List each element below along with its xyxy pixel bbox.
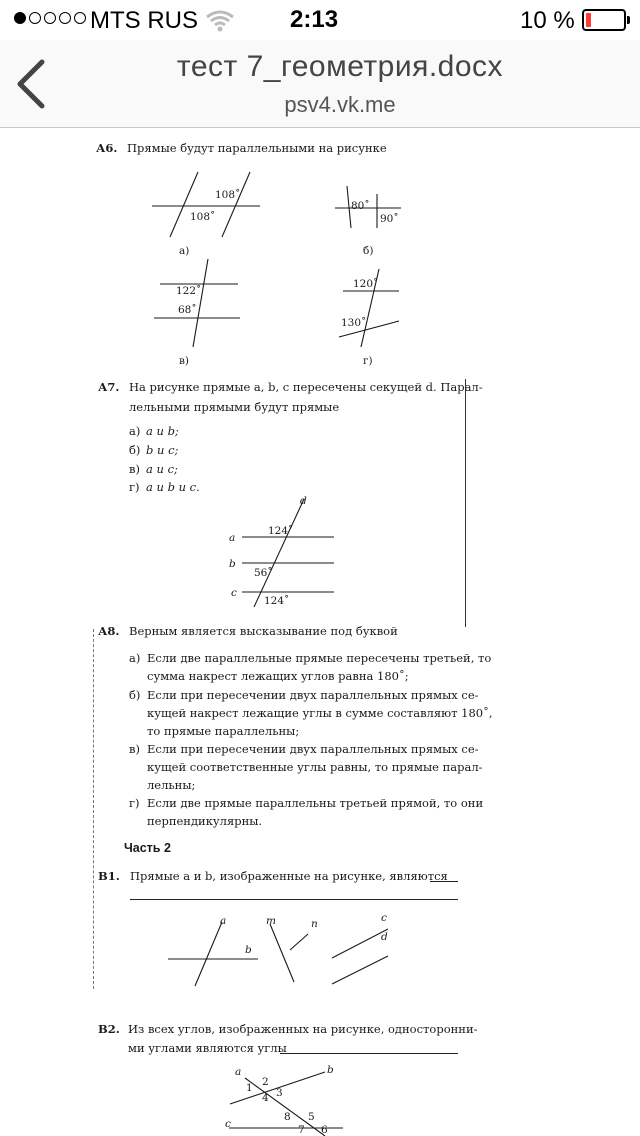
- b1-label-d: d: [381, 931, 388, 943]
- b2-question-line1: Из всех углов, изображенных на рисунке, односторонни-: [128, 1022, 478, 1036]
- a7-number: А7.: [98, 380, 120, 394]
- a8-option-v-letter: в): [129, 742, 140, 756]
- a8-option-b-line2: кущей накрест лежащие углы в сумме составляют 180˚,: [147, 706, 493, 720]
- cut-line: [93, 629, 94, 989]
- a6g-label: г): [363, 355, 373, 367]
- a6b-angle2: 90˚: [380, 213, 399, 225]
- b2-number: В2.: [98, 1022, 120, 1036]
- a7-option-g-letter: г): [129, 480, 140, 494]
- a8-option-g-letter: г): [129, 796, 140, 810]
- b2-answer-line: [280, 1053, 458, 1054]
- battery-icon: [582, 9, 626, 31]
- b1-label-b: b: [245, 944, 252, 956]
- clock: 2:13: [290, 6, 339, 33]
- b1-label-a: a: [220, 915, 227, 927]
- a6v-angle1: 122˚: [176, 285, 202, 297]
- b2-label-a: a: [235, 1066, 242, 1078]
- signal-strength-icon: [14, 12, 86, 24]
- a7-figure: [240, 499, 340, 609]
- a8-option-a-line1: Если две параллельные прямые пересечены третьей, то: [147, 651, 492, 665]
- wifi-icon: [205, 9, 235, 40]
- a7-label-c: c: [231, 587, 237, 599]
- a7-option-b: b и c;: [146, 443, 179, 457]
- b2-angle-5: 5: [308, 1111, 315, 1123]
- a6a-label: а): [179, 245, 190, 257]
- b2-angle-3: 3: [276, 1087, 283, 1099]
- a8-option-b-line1: Если при пересечении двух параллельных прямых се-: [147, 688, 479, 702]
- b2-label-b: b: [327, 1064, 334, 1076]
- b1-question: Прямые a и b, изображенные на рисунке, являются: [130, 869, 448, 883]
- a6b-label: б): [363, 245, 374, 257]
- a8-option-a-letter: а): [129, 651, 141, 665]
- b2-angle-2: 2: [262, 1076, 269, 1088]
- a6b-angle1: 80˚: [351, 200, 370, 212]
- part2-heading: Часть 2: [124, 841, 171, 855]
- chevron-left-icon: [12, 56, 52, 112]
- b2-angle-8: 8: [284, 1111, 291, 1123]
- b2-label-c: c: [225, 1118, 231, 1130]
- b2-angle-1: 1: [246, 1082, 253, 1094]
- a7-question-line1: На рисунке прямые a, b, c пересечены секущей d. Парал-: [129, 380, 483, 394]
- a6g-angle2: 130˚: [341, 317, 367, 329]
- b2-angle-4: 4: [262, 1092, 269, 1104]
- status-bar: [0, 0, 640, 40]
- back-button[interactable]: [12, 56, 52, 112]
- a6v-label: в): [179, 355, 190, 367]
- a8-option-b-letter: б): [129, 688, 141, 702]
- a7-label-b: b: [229, 558, 236, 570]
- b2-angle-7: 7: [298, 1124, 305, 1136]
- b1-label-n: n: [311, 918, 318, 930]
- a7-label-a: a: [229, 532, 236, 544]
- a7-label-d: d: [300, 495, 307, 507]
- a7-option-g: a и b и c.: [146, 480, 200, 494]
- b1-answer-line: [130, 899, 458, 900]
- a6-question: Прямые будут параллельными на рисунке: [127, 141, 387, 155]
- a6-figure-v: [150, 257, 250, 347]
- a6a-angle2: 108˚: [190, 211, 216, 223]
- a8-number: А8.: [98, 624, 120, 638]
- a7-angle-b: 56˚: [254, 567, 273, 579]
- b1-answer-blank: [430, 881, 458, 882]
- a8-option-b-line3: то прямые параллельны;: [147, 724, 300, 738]
- navigation-bar: [0, 40, 640, 128]
- b2-question-line2: ми углами являются углы: [128, 1041, 287, 1055]
- a8-option-v-line1: Если при пересечении двух параллельных прямых се-: [147, 742, 479, 756]
- carrier-name: MTS RUS: [90, 7, 198, 34]
- b1-label-c: c: [381, 912, 387, 924]
- b2-angle-6: 6: [321, 1124, 328, 1136]
- a8-question: Верным является высказывание под буквой: [129, 624, 398, 638]
- a7-option-a-letter: а): [129, 424, 141, 438]
- a7-option-a: a и b;: [146, 424, 179, 438]
- a8-option-g-line1: Если две прямые параллельны третьей прямой, то они: [147, 796, 484, 810]
- document-view[interactable]: [0, 129, 640, 1136]
- a7-angle-a: 124˚: [268, 525, 294, 537]
- a8-option-v-line2: кущей соответственные углы равны, то прямые парал-: [147, 760, 483, 774]
- battery-percent: 10 %: [520, 7, 575, 34]
- a6g-angle1: 120˚: [353, 278, 379, 290]
- a6a-angle1: 108˚: [215, 189, 241, 201]
- b1-label-m: m: [266, 915, 276, 927]
- page-edge-line: [465, 379, 466, 627]
- a8-option-a-line2: сумма накрест лежащих углов равна 180˚;: [147, 669, 409, 683]
- a7-option-v: a и c;: [146, 462, 178, 476]
- a7-angle-c: 124˚: [264, 595, 290, 607]
- document-title: тест 7_геометрия.docx: [176, 50, 504, 83]
- a6-number: А6.: [96, 141, 118, 155]
- a7-question-line2: лельными прямыми будут прямые: [129, 400, 340, 414]
- a7-option-b-letter: б): [129, 443, 141, 457]
- a7-option-v-letter: в): [129, 462, 140, 476]
- b1-figure: [160, 914, 410, 994]
- a6v-angle2: 68˚: [178, 304, 197, 316]
- a8-option-g-line2: перпендикулярны.: [147, 814, 263, 828]
- a8-option-v-line3: лельны;: [147, 778, 196, 792]
- document-source: psv4.vk.me: [284, 92, 396, 117]
- b1-number: В1.: [98, 869, 120, 883]
